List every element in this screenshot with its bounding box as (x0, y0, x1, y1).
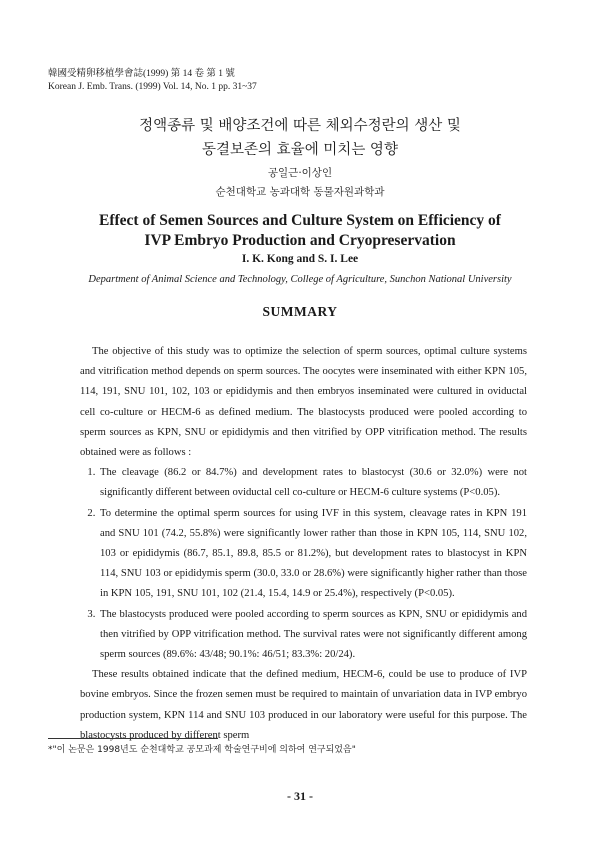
korean-title-line-1: 정액종류 및 배양조건에 따른 체외수정란의 생산 및 (139, 118, 461, 134)
results-list (80, 463, 527, 665)
result-item: 1. The cleavage (86.2 or 84.7%) and development rates to blastocyst (30.6 or 32.0%) were not significantly different between oviductal cell co-culture or HECM-6 culture systems (P<0.05). (98, 463, 527, 503)
department-affiliation: Department of Animal Science and Technology, College of Agriculture, Sunchon National University (88, 274, 512, 285)
summary-intro-paragraph: The objective of this study was to optimize the selection of sperm sources, optimal culture systems and vitrification method depends on sperm sources. The oocytes were inseminated with either KPN 105, 114, 191, SNU 101, 102, 103 or epididymis and then embryos inseminated were cultured in oviductal cell co-culture or HECM-6 as defined medium. The blastocysts produced were pooled according to sperm sources as KPN, SNU or epididymis and then vitrified by OPP vitrification method. The results obtained were as follows : (80, 346, 527, 459)
english-authors: I. K. Kong and S. I. Lee (241, 253, 359, 265)
result-item: 2. To determine the optimal sperm sources for using IVF in this system, cleavage rates in KPN 191 and SNU 101 (74.2, 55.8%) were significantly lower rather than those in KPN 105, 114, SNU 102, 103 or epididymis (86.7, 85.1, 89.8, 85.5 or 81.2%), but development rates to blastocyst in KPN 114, SNU 103 or epididymis sperm (30.0, 33.0 or 28.6%) were significantly higher rather than those in KPN 105, 191, SNU 101, 102 (21.4, 15.4, 14.9 or 25.4%), respectively (P<0.05). (98, 504, 527, 605)
english-title-line-2: IVP Embryo Production and Cryopreservation (144, 232, 456, 249)
result-item: 3. The blastocysts produced were pooled according to sperm sources as KPN, SNU or epididymis and then vitrified by OPP vitrification method. The survival rates were not significantly different among sperm sources (89.6%: 43/48; 90.1%: 46/51; 83.3%: 20/24). (98, 605, 527, 666)
english-title (0, 211, 600, 251)
page-number: - 31 - (287, 789, 313, 803)
summary-heading: SUMMARY (262, 304, 338, 319)
korean-title-line-2: 동결보존의 효율에 미치는 영향 (202, 142, 398, 158)
korean-affiliation: 순천대학교 농과대학 동물자원과학과 (215, 186, 385, 198)
summary-body (80, 342, 527, 746)
journal-citation-korean: 韓國受精卵移植學會誌(1999) 第 14 卷 第 1 號 (48, 69, 235, 79)
korean-title (0, 114, 600, 162)
korean-authors: 공일근·이상인 (267, 167, 333, 179)
journal-citation-english: Korean J. Emb. Trans. (1999) Vol. 14, No. 1 pp. 31~37 (48, 82, 257, 92)
english-title-line-1: Effect of Semen Sources and Culture System on Efficiency of (99, 212, 501, 229)
funding-footnote: *"이 논문은 1998년도 순천대학교 공모과제 학술연구비에 의하여 연구되었음" (48, 745, 356, 755)
footnote-divider (48, 738, 218, 739)
summary-closing-paragraph: These results obtained indicate that the defined medium, HECM-6, could be use to produce of IVP bovine embryos. Since the frozen semen must be required to maintain of unvariation data in IVP embryo production system, KPN 114 and SNU 103 produced in our laboratory were useful for this purpose. The blastocysts produced by different sperm (80, 669, 527, 741)
journal-header (48, 68, 257, 94)
